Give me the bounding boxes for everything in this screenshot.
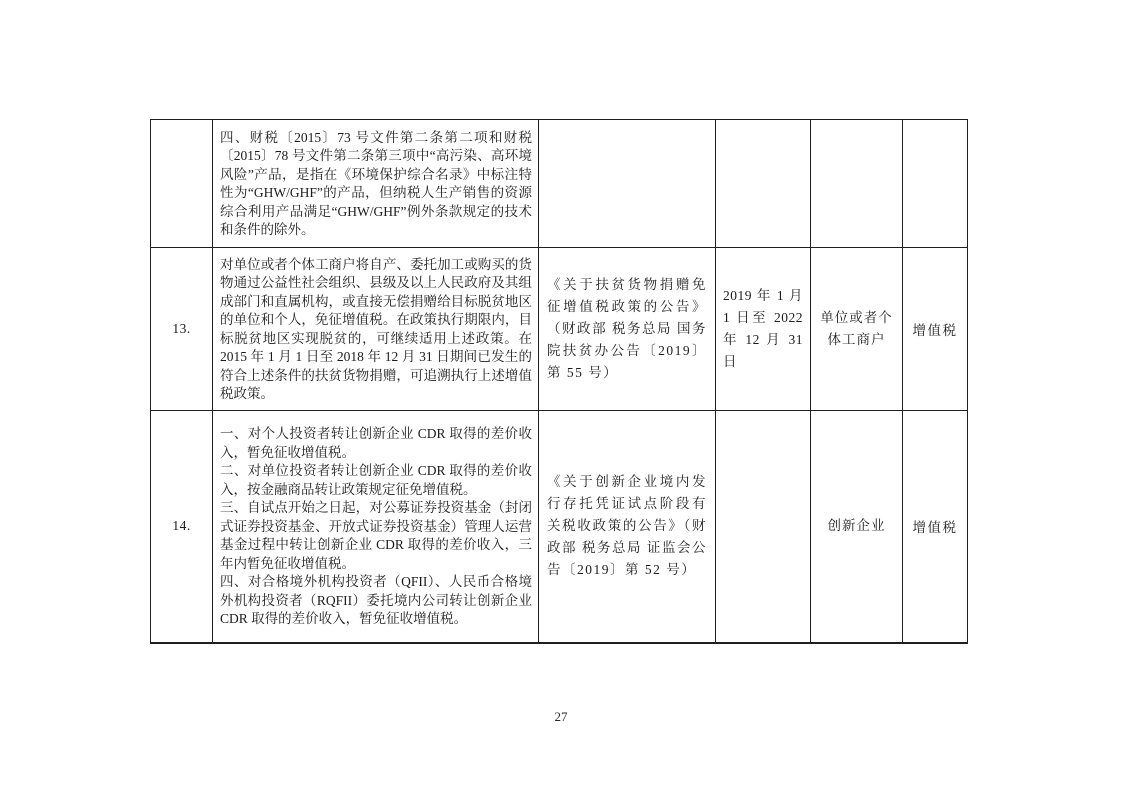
policy-paragraph: 四、财税〔2015〕73 号文件第二条第二项和财税〔2015〕78 号文件第二条第三项中“高污染、高环境风险”产品，是指在《环境保护综合名录》中标注特性为“GHW/GHF”的产品，但纳税人生产销售的资源综合利用产品满足“GHW/GHF”例外条款规定的技术和条件的除外。	[220, 129, 532, 237]
table-row-continued	[151, 120, 968, 248]
cell-beneficiary	[811, 120, 903, 248]
cell-tax-type: 增值税	[903, 411, 968, 643]
page-number: 27	[554, 709, 568, 724]
cell-valid-period: 2019 年 1 月 1 日至 2022 年 12 月 31 日	[716, 248, 811, 411]
table-row-13	[151, 248, 968, 411]
policy-paragraph: 一、对个人投资者转让创新企业 CDR 取得的差价收入，暂免征收增值税。	[220, 426, 532, 460]
cell-seq: 13.	[151, 248, 213, 411]
cell-policy-document	[539, 120, 716, 248]
cell-seq	[151, 120, 213, 248]
cell-beneficiary: 单位或者个体工商户	[811, 248, 903, 411]
cell-valid-period	[716, 120, 811, 248]
tax-policy-table	[150, 119, 968, 644]
policy-paragraph: 二、对单位投资者转让创新企业 CDR 取得的差价收入，按金融商品转让政策规定征免增值税。	[220, 463, 532, 497]
table-row-14	[151, 411, 968, 643]
cell-beneficiary: 创新企业	[811, 411, 903, 643]
policy-paragraph: 三、自试点开始之日起，对公募证券投资基金（封闭式证券投资基金、开放式证券投资基金）管理人运营基金过程中转让创新企业 CDR 取得的差价收入，三年内暂免征收增值税。	[220, 500, 532, 571]
cell-policy-content	[213, 120, 539, 248]
cell-valid-period	[716, 411, 811, 643]
policy-paragraph: 四、对合格境外机构投资者（QFII）、人民币合格境外机构投资者（RQFII）委托境内公司转让创新企业 CDR 取得的差价收入，暂免征收增值税。	[220, 574, 532, 626]
policy-paragraph: 对单位或者个体工商户将自产、委托加工或购买的货物通过公益性社会组织、县级及以上人民政府及其组成部门和直属机构，或直接无偿捐赠给目标脱贫地区的单位和个人，免征增值税。在政策执行期限内，目标脱贫地区实现脱贫的，可继续适用上述政策。在 2015 年 1 月 1 日至 2018 年 12 月 31 日期间已发生的符合上述条件的扶贫货物捐赠，可追溯执行上述增值税政策。	[220, 256, 532, 401]
cell-tax-type	[903, 120, 968, 248]
cell-tax-type: 增值税	[903, 248, 968, 411]
cell-policy-document: 《关于创新企业境内发行存托凭证试点阶段有关税收政策的公告》（财政部 税务总局 证监会公告〔2019〕第 52 号）	[539, 411, 716, 643]
cell-policy-content	[213, 411, 539, 643]
cell-seq: 14.	[151, 411, 213, 643]
cell-policy-document: 《关于扶贫货物捐赠免征增值税政策的公告》（财政部 税务总局 国务院扶贫办公告〔2019〕第 55 号）	[539, 248, 716, 411]
cell-policy-content	[213, 248, 539, 411]
